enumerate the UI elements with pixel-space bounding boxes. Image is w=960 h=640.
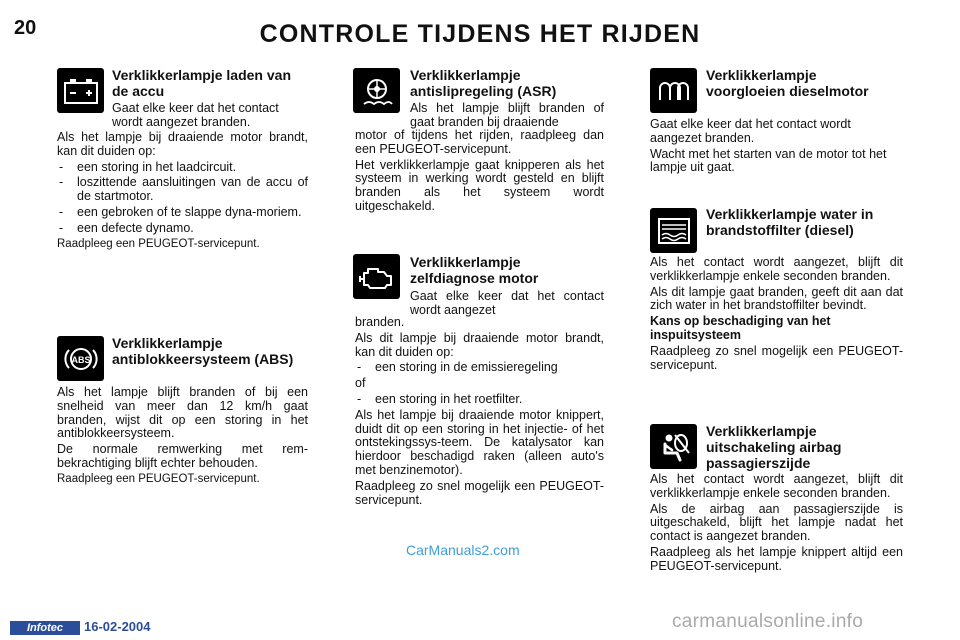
footer-date: 16-02-2004	[84, 619, 151, 634]
list-item: - een storing in het roetfilter.	[355, 393, 604, 407]
battery-icon	[57, 68, 104, 113]
engine-p4: Als het lampje bij draaiende motor knippert, duidt dit op een storing in het injectie- of het ontstekingssys-teem. De katalysator kan hierdoor beschadigd raken (alleen auto's met benzinemotor).	[355, 407, 604, 477]
engine-p3: of	[355, 376, 366, 391]
glow-plug-icon	[650, 68, 697, 113]
traction-control-icon	[353, 68, 400, 113]
abs-p3: Raadpleeg een PEUGEOT-servicepunt.	[57, 472, 260, 485]
battery-p2: Raadpleeg een PEUGEOT-servicepunt.	[57, 237, 260, 250]
water-section-title: Verklikkerlampje water in brandstoffilter (diesel)	[706, 206, 874, 238]
water-p2: Als dit lampje gaat branden, geeft dit aan dat zich water in het brandstoffilter bevindt.	[650, 284, 903, 313]
glow-p2: Wacht met het starten van de motor tot het lampje uit gaat.	[650, 146, 887, 175]
asr-section-intro: Als het lampje blijft branden of gaat branden bij draaiende	[410, 101, 604, 129]
airbag-p3: Raadpleeg als het lampje knippert altijd een PEUGEOT-servicepunt.	[650, 544, 903, 573]
watermark-carmanualsonline: carmanualsonline.info	[672, 611, 864, 632]
glow-section-body	[650, 118, 903, 177]
svg-text:ABS: ABS	[70, 354, 91, 365]
list-item: - een storing in de emissieregeling	[355, 361, 604, 375]
abs-section-body	[57, 386, 308, 489]
battery-section-intro: Gaat elke keer dat het contact wordt aangezet branden.	[112, 101, 279, 129]
battery-section-body	[57, 131, 308, 253]
airbag-p2: Als de airbag aan passagierszijde is uitgeschakeld, blijft het lampje nadat het contact is aangezet branden.	[650, 501, 903, 544]
water-p1: Als het contact wordt aangezet, blijft dit verklikkerlampje enkele seconden branden.	[650, 255, 903, 283]
list-item: - een storing in het laadcircuit.	[57, 161, 308, 175]
asr-p1: motor of tijdens het rijden, raadpleeg dan een PEUGEOT-servicepunt.	[355, 128, 604, 156]
list-item: - loszittende aansluitingen van de accu of de startmotor.	[57, 176, 308, 204]
water-in-fuel-icon	[650, 208, 697, 253]
airbag-off-icon	[650, 424, 697, 469]
infotec-logo: Infotec	[10, 621, 80, 635]
glow-section-title: Verklikkerlampje voorgloeien dieselmotor	[706, 67, 869, 99]
list-item: - een defecte dynamo.	[57, 222, 308, 236]
battery-p1: Als het lampje bij draaiende motor brandt, kan dit duiden op:	[57, 130, 308, 158]
asr-p2: Het verklikkerlampje gaat knipperen als het systeem in werking wordt gesteld en blijft branden als het systeem wordt uitgeschakeld.	[355, 157, 604, 213]
airbag-section-body	[650, 473, 903, 576]
engine-section-title: Verklikkerlampje zelfdiagnose motor	[410, 254, 539, 286]
abs-section-title: Verklikkerlampje antiblokkeersysteem (ABS)	[112, 335, 294, 367]
page-title: CONTROLE TIJDENS HET RIJDEN	[259, 20, 701, 48]
water-section-body	[650, 256, 903, 374]
engine-p2: Als dit lampje bij draaiende motor brandt, kan dit duiden op:	[355, 330, 604, 359]
engine-section-intro: Gaat elke keer dat het contact wordt aangezet	[410, 289, 604, 317]
battery-section-title: Verklikkerlampje laden van de accu	[112, 67, 291, 99]
list-item: - een gebroken of te slappe dyna-moriem.	[57, 206, 308, 220]
engine-p5: Raadpleeg zo snel mogelijk een PEUGEOT-servicepunt.	[355, 478, 604, 507]
abs-p2: De normale remwerking met rem-bekrachtiging blijft echter behouden.	[57, 442, 308, 470]
asr-section-title: Verklikkerlampje antislipregeling (ASR)	[410, 67, 557, 99]
watermark-carmanuals2: CarManuals2.com	[406, 542, 520, 558]
water-p3: Raadpleeg zo snel mogelijk een PEUGEOT-servicepunt.	[650, 343, 903, 372]
battery-causes-list	[57, 161, 308, 236]
page-number: 20	[14, 17, 37, 39]
water-warning: Kans op beschadiging van het inspuitsysteem	[650, 314, 831, 342]
airbag-p1: Als het contact wordt aangezet, blijft dit verklikkerlampje enkele seconden branden.	[650, 472, 903, 500]
engine-p1: branden.	[355, 315, 405, 329]
airbag-section-title: Verklikkerlampje uitschakeling airbag passagierszijde	[706, 423, 842, 471]
abs-p1: Als het lampje blijft branden of bij een snelheid van meer dan 12 km/h gaat branden, wijst dit op een storing in het antiblokkeersysteem.	[57, 385, 308, 441]
engine-section-body	[355, 316, 604, 509]
engine-causes-list-2	[355, 393, 604, 407]
glow-p1: Gaat elke keer dat het contact wordt aangezet branden.	[650, 117, 851, 145]
abs-icon	[57, 336, 104, 381]
engine-check-icon	[353, 254, 400, 299]
asr-section-body	[355, 129, 604, 216]
engine-causes-list	[355, 361, 604, 375]
